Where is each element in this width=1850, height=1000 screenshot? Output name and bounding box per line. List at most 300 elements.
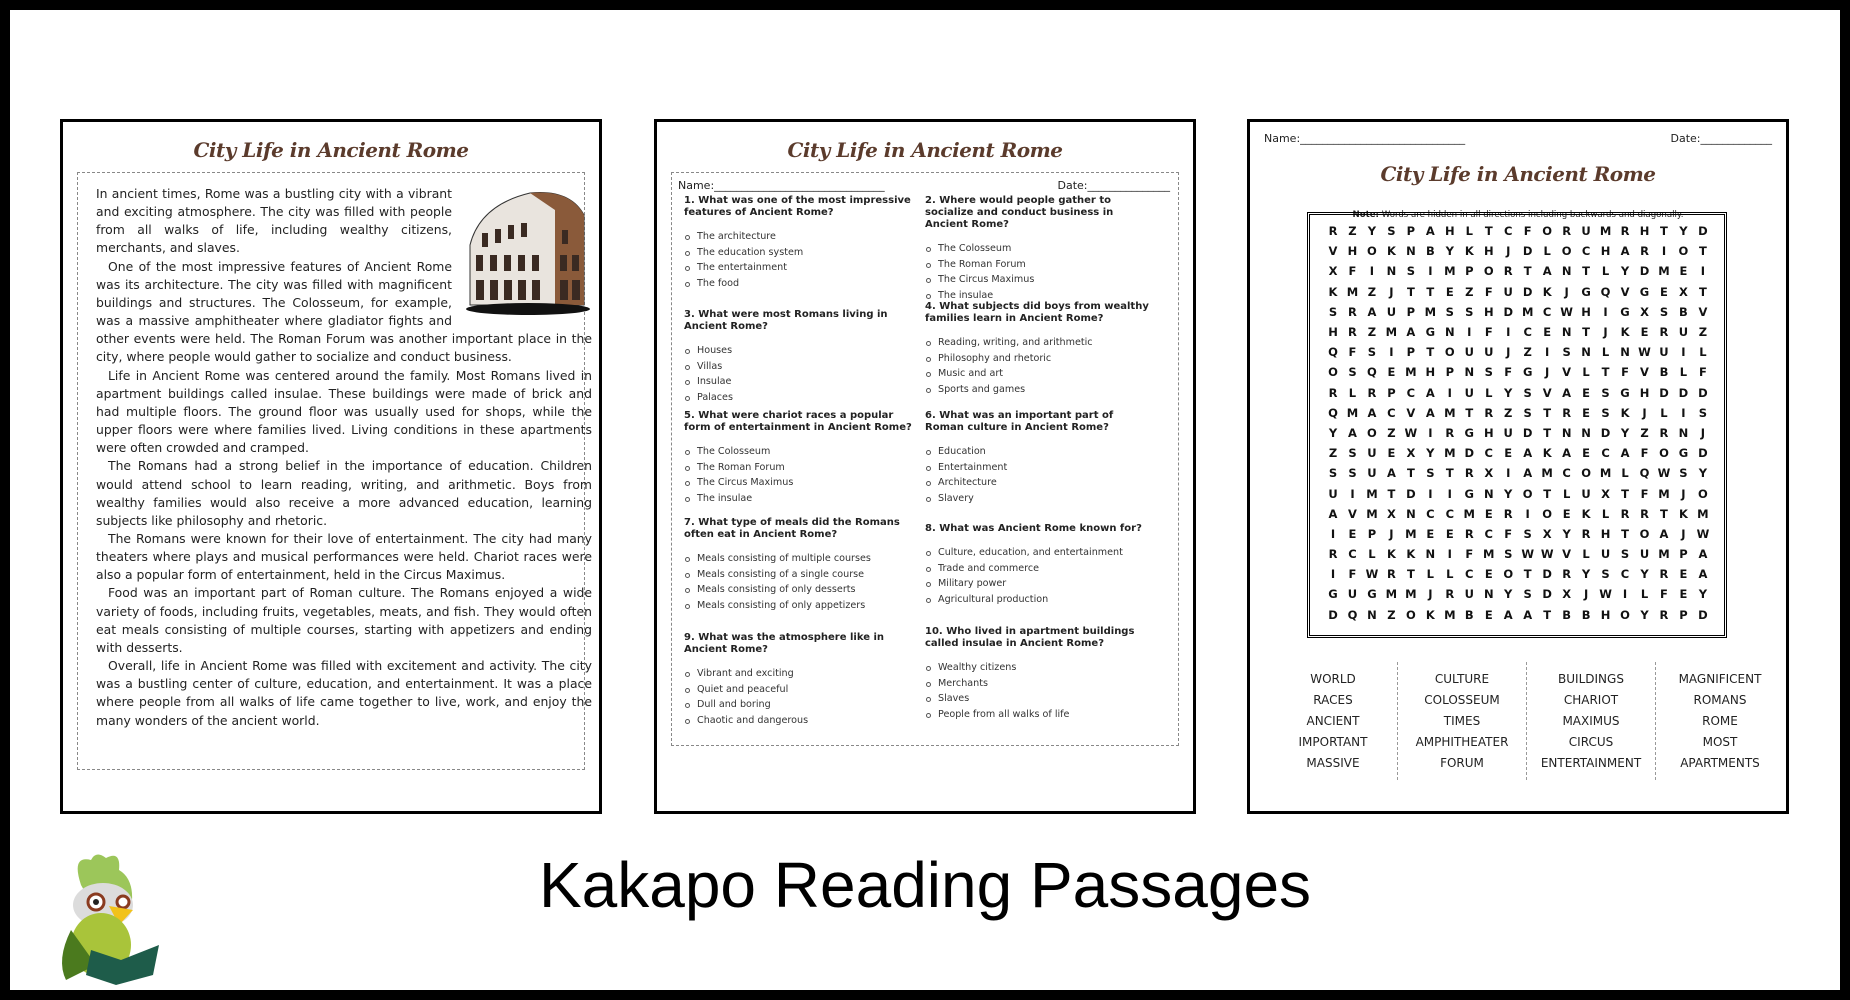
grid-letter[interactable]: E — [1582, 385, 1591, 400]
grid-letter[interactable]: Y — [1367, 224, 1377, 239]
grid-letter[interactable]: D — [1698, 607, 1708, 622]
grid-letter[interactable]: P — [1679, 607, 1688, 622]
answer-option[interactable]: The insulae — [925, 288, 1155, 304]
grid-letter[interactable]: X — [1542, 526, 1552, 541]
answer-option[interactable]: Meals consisting of only desserts — [684, 582, 914, 598]
grid-letter[interactable]: B — [1581, 607, 1591, 622]
grid-letter[interactable]: S — [1426, 466, 1435, 481]
grid-letter[interactable]: W — [1560, 304, 1573, 319]
grid-letter[interactable]: T — [1406, 284, 1415, 299]
grid-letter[interactable]: D — [1659, 385, 1669, 400]
grid-letter[interactable]: U — [1639, 547, 1650, 562]
grid-letter[interactable]: S — [1406, 264, 1416, 279]
grid-letter[interactable]: M — [1444, 446, 1456, 461]
grid-letter[interactable]: I — [1467, 325, 1472, 340]
grid-letter[interactable]: C — [1562, 466, 1571, 481]
grid-letter[interactable]: E — [1484, 607, 1493, 622]
grid-letter[interactable]: Y — [1620, 264, 1630, 279]
grid-letter[interactable]: Q — [1328, 405, 1338, 420]
answer-option[interactable]: Houses — [684, 343, 914, 359]
grid-letter[interactable]: X — [1679, 284, 1688, 299]
grid-letter[interactable]: T — [1660, 224, 1668, 239]
grid-letter[interactable]: S — [1523, 587, 1532, 602]
grid-letter[interactable]: R — [1328, 385, 1338, 400]
grid-letter[interactable]: A — [1386, 466, 1396, 481]
grid-letter[interactable]: O — [1581, 466, 1591, 481]
answer-option[interactable]: Chaotic and dangerous — [684, 713, 914, 729]
answer-option[interactable]: Military power — [925, 576, 1155, 592]
grid-letter[interactable]: L — [1582, 365, 1590, 380]
grid-letter[interactable]: N — [1367, 607, 1377, 622]
grid-letter[interactable]: S — [1601, 567, 1610, 582]
grid-letter[interactable]: M — [1463, 506, 1475, 521]
grid-letter[interactable]: J — [1583, 587, 1589, 602]
grid-letter[interactable]: C — [1581, 244, 1591, 259]
grid-letter[interactable]: G — [1581, 284, 1591, 299]
grid-letter[interactable]: V — [1562, 547, 1572, 562]
grid-letter[interactable]: I — [1330, 567, 1336, 582]
grid-letter[interactable]: L — [1562, 486, 1571, 501]
grid-letter[interactable]: K — [1328, 284, 1338, 299]
grid-letter[interactable]: U — [1581, 486, 1591, 501]
grid-letter[interactable]: A — [1367, 304, 1377, 319]
grid-letter[interactable]: X — [1484, 466, 1494, 481]
grid-letter[interactable]: J — [1428, 587, 1433, 602]
grid-letter[interactable]: O — [1620, 607, 1630, 622]
grid-letter[interactable]: S — [1523, 405, 1532, 420]
grid-letter[interactable]: L — [1446, 567, 1454, 582]
grid-letter[interactable]: E — [1484, 567, 1493, 582]
grid-letter[interactable]: S — [1367, 345, 1377, 360]
grid-letter[interactable]: L — [1368, 547, 1376, 562]
grid-letter[interactable]: P — [1445, 365, 1455, 380]
grid-letter[interactable]: I — [1661, 244, 1667, 259]
grid-letter[interactable]: E — [1582, 405, 1591, 420]
answer-option[interactable]: Philosophy and rhetoric — [925, 351, 1155, 367]
grid-letter[interactable]: C — [1348, 547, 1357, 562]
grid-letter[interactable]: L — [1348, 385, 1357, 400]
grid-letter[interactable]: W — [1657, 466, 1671, 481]
grid-letter[interactable]: T — [1445, 466, 1454, 481]
grid-letter[interactable]: E — [1504, 446, 1513, 461]
grid-letter[interactable]: Z — [1640, 425, 1649, 440]
grid-letter[interactable]: F — [1465, 547, 1474, 562]
grid-letter[interactable]: O — [1405, 607, 1416, 622]
grid-letter[interactable]: I — [1545, 345, 1550, 360]
grid-letter[interactable]: P — [1406, 224, 1416, 239]
grid-letter[interactable]: J — [1506, 345, 1511, 360]
grid-letter[interactable]: K — [1620, 325, 1630, 340]
grid-letter[interactable]: T — [1426, 345, 1435, 360]
grid-letter[interactable]: E — [1679, 587, 1688, 602]
grid-letter[interactable]: U — [1386, 304, 1397, 319]
grid-letter[interactable]: W — [1638, 345, 1651, 360]
answer-option[interactable]: Entertainment — [925, 460, 1155, 476]
grid-letter[interactable]: N — [1581, 345, 1591, 360]
grid-letter[interactable]: O — [1698, 486, 1708, 501]
grid-letter[interactable]: V — [1640, 365, 1649, 380]
answer-option[interactable]: Wealthy citizens — [925, 660, 1155, 676]
answer-option[interactable]: The Colosseum — [925, 241, 1155, 257]
grid-letter[interactable]: Q — [1600, 284, 1611, 299]
grid-letter[interactable]: V — [1328, 244, 1338, 259]
grid-letter[interactable]: G — [1464, 486, 1474, 501]
answer-option[interactable]: The insulae — [684, 491, 914, 507]
grid-letter[interactable]: D — [1522, 244, 1533, 259]
answer-option[interactable]: Villas — [684, 359, 914, 375]
answer-option[interactable]: Agricultural production — [925, 592, 1155, 608]
grid-letter[interactable]: T — [1543, 425, 1552, 440]
grid-letter[interactable]: U — [1503, 425, 1513, 440]
grid-letter[interactable]: R — [1348, 325, 1357, 340]
grid-letter[interactable]: F — [1640, 446, 1649, 461]
grid-letter[interactable]: I — [1622, 587, 1628, 602]
grid-letter[interactable]: N — [1620, 345, 1630, 360]
grid-letter[interactable]: M — [1444, 607, 1456, 622]
grid-letter[interactable]: I — [1330, 526, 1336, 541]
grid-letter[interactable]: V — [1348, 506, 1357, 521]
grid-letter[interactable]: Y — [1426, 446, 1435, 461]
grid-letter[interactable]: A — [1523, 607, 1533, 622]
grid-letter[interactable]: W — [1365, 567, 1379, 582]
grid-letter[interactable]: V — [1406, 405, 1416, 420]
grid-letter[interactable]: T — [1543, 486, 1552, 501]
grid-letter[interactable]: J — [1545, 365, 1550, 380]
grid-letter[interactable]: M — [1346, 284, 1359, 299]
grid-letter[interactable]: U — [1678, 325, 1689, 340]
grid-letter[interactable]: M — [1366, 486, 1378, 501]
grid-letter[interactable]: R — [1562, 567, 1572, 582]
grid-letter[interactable]: R — [1503, 506, 1513, 521]
grid-letter[interactable]: D — [1406, 486, 1416, 501]
grid-letter[interactable]: T — [1660, 506, 1668, 521]
grid-letter[interactable]: I — [1506, 325, 1511, 340]
grid-letter[interactable]: D — [1600, 425, 1611, 440]
grid-letter[interactable]: M — [1697, 506, 1709, 521]
grid-letter[interactable]: E — [1484, 506, 1493, 521]
answer-option[interactable]: Meals consisting of only appetizers — [684, 598, 914, 614]
answer-option[interactable]: The Circus Maximus — [925, 272, 1155, 288]
answer-option[interactable]: Music and art — [925, 366, 1155, 382]
grid-letter[interactable]: B — [1562, 607, 1571, 622]
grid-letter[interactable]: A — [1659, 526, 1669, 541]
grid-letter[interactable]: F — [1640, 486, 1649, 501]
grid-letter[interactable]: S — [1659, 304, 1669, 319]
grid-letter[interactable]: Y — [1445, 244, 1454, 259]
grid-letter[interactable]: G — [1367, 587, 1377, 602]
grid-letter[interactable]: U — [1659, 345, 1669, 360]
answer-option[interactable]: Palaces — [684, 390, 914, 406]
grid-letter[interactable]: E — [1445, 526, 1454, 541]
grid-letter[interactable]: G — [1425, 325, 1436, 340]
grid-letter[interactable]: Y — [1698, 587, 1708, 602]
grid-letter[interactable]: J — [1564, 284, 1569, 299]
grid-letter[interactable]: M — [1599, 224, 1612, 239]
grid-letter[interactable]: P — [1387, 385, 1396, 400]
grid-letter[interactable]: K — [1386, 547, 1396, 562]
grid-letter[interactable]: L — [1543, 244, 1551, 259]
grid-letter[interactable]: A — [1562, 385, 1572, 400]
grid-letter[interactable]: O — [1503, 567, 1514, 582]
grid-letter[interactable]: L — [1640, 587, 1649, 602]
grid-letter[interactable]: M — [1366, 506, 1378, 521]
grid-letter[interactable]: S — [1465, 304, 1474, 319]
grid-letter[interactable]: U — [1600, 547, 1611, 562]
grid-letter[interactable]: I — [1369, 264, 1375, 279]
grid-letter[interactable]: N — [1386, 264, 1397, 279]
grid-letter[interactable]: U — [1484, 345, 1494, 360]
grid-letter[interactable]: I — [1700, 264, 1706, 279]
grid-letter[interactable]: J — [1681, 526, 1686, 541]
grid-letter[interactable]: Q — [1639, 466, 1650, 481]
answer-option[interactable]: The food — [684, 276, 914, 292]
grid-letter[interactable]: Z — [1698, 325, 1708, 340]
grid-letter[interactable]: H — [1483, 244, 1494, 259]
grid-letter[interactable]: L — [1699, 345, 1707, 360]
grid-letter[interactable]: C — [1601, 446, 1610, 461]
grid-letter[interactable]: D — [1464, 446, 1475, 461]
grid-letter[interactable]: Z — [1387, 425, 1396, 440]
grid-letter[interactable]: W — [1521, 547, 1535, 562]
grid-letter[interactable]: H — [1328, 325, 1338, 340]
grid-letter[interactable]: G — [1639, 284, 1650, 299]
grid-letter[interactable]: U — [1367, 466, 1377, 481]
answer-option[interactable]: Culture, education, and entertainment — [925, 545, 1155, 561]
grid-letter[interactable]: O — [1367, 244, 1377, 259]
answer-option[interactable]: The Roman Forum — [925, 257, 1155, 273]
date-field[interactable]: Date:_______________ — [1057, 179, 1170, 192]
grid-letter[interactable]: E — [1562, 506, 1571, 521]
grid-letter[interactable]: T — [1484, 224, 1493, 239]
grid-letter[interactable]: S — [1348, 365, 1357, 380]
grid-letter[interactable]: A — [1620, 446, 1630, 461]
grid-letter[interactable]: H — [1483, 304, 1494, 319]
grid-letter[interactable]: I — [1681, 405, 1686, 420]
grid-letter[interactable]: W — [1540, 547, 1554, 562]
grid-letter[interactable]: A — [1620, 244, 1630, 259]
grid-letter[interactable]: I — [1525, 506, 1530, 521]
grid-letter[interactable]: D — [1639, 264, 1650, 279]
grid-letter[interactable]: N — [1678, 425, 1689, 440]
grid-letter[interactable]: N — [1581, 425, 1591, 440]
grid-letter[interactable]: A — [1542, 264, 1552, 279]
grid-letter[interactable]: Z — [1328, 446, 1338, 461]
answer-option[interactable]: The Roman Forum — [684, 460, 914, 476]
grid-letter[interactable]: X — [1406, 446, 1416, 461]
grid-letter[interactable]: R — [1503, 264, 1513, 279]
grid-letter[interactable]: J — [1389, 284, 1394, 299]
grid-letter[interactable]: V — [1542, 385, 1552, 400]
grid-letter[interactable]: T — [1601, 365, 1610, 380]
grid-letter[interactable]: M — [1541, 466, 1553, 481]
grid-letter[interactable]: W — [1696, 526, 1710, 541]
grid-letter[interactable]: I — [1447, 547, 1452, 562]
grid-letter[interactable]: I — [1603, 304, 1608, 319]
answer-option[interactable]: Quiet and peaceful — [684, 682, 914, 698]
grid-letter[interactable]: F — [1504, 365, 1513, 380]
grid-letter[interactable]: F — [1484, 325, 1493, 340]
answer-option[interactable]: Meals consisting of multiple courses — [684, 551, 914, 567]
name-field[interactable]: Name:_______________________________ — [678, 179, 885, 192]
grid-letter[interactable]: R — [1640, 506, 1649, 521]
grid-letter[interactable]: A — [1698, 547, 1708, 562]
grid-letter[interactable]: F — [1523, 224, 1532, 239]
grid-letter[interactable]: M — [1483, 547, 1495, 562]
grid-letter[interactable]: R — [1328, 224, 1338, 239]
grid-letter[interactable]: D — [1328, 607, 1338, 622]
grid-letter[interactable]: T — [1465, 405, 1474, 420]
grid-letter[interactable]: H — [1581, 304, 1591, 319]
grid-letter[interactable]: D — [1542, 587, 1552, 602]
grid-letter[interactable]: Z — [1367, 325, 1377, 340]
grid-letter[interactable]: F — [1348, 264, 1357, 279]
grid-letter[interactable]: O — [1328, 365, 1338, 380]
grid-letter[interactable]: M — [1444, 264, 1456, 279]
grid-letter[interactable]: T — [1523, 567, 1532, 582]
grid-letter[interactable]: P — [1679, 547, 1688, 562]
grid-letter[interactable]: N — [1464, 365, 1475, 380]
answer-option[interactable]: Architecture — [925, 475, 1155, 491]
grid-letter[interactable]: J — [1389, 526, 1394, 541]
grid-letter[interactable]: Z — [1367, 284, 1377, 299]
grid-letter[interactable]: C — [1426, 506, 1435, 521]
grid-letter[interactable]: L — [1660, 405, 1668, 420]
grid-letter[interactable]: R — [1445, 425, 1455, 440]
grid-letter[interactable]: L — [1601, 264, 1610, 279]
answer-option[interactable]: Trade and commerce — [925, 561, 1155, 577]
grid-letter[interactable]: M — [1405, 526, 1417, 541]
grid-letter[interactable]: K — [1406, 547, 1416, 562]
grid-letter[interactable]: J — [1506, 244, 1511, 259]
grid-letter[interactable]: L — [1621, 466, 1629, 481]
grid-letter[interactable]: U — [1503, 284, 1513, 299]
grid-letter[interactable]: E — [1348, 526, 1357, 541]
grid-letter[interactable]: A — [1698, 567, 1708, 582]
grid-letter[interactable]: R — [1445, 587, 1455, 602]
grid-letter[interactable]: L — [1426, 567, 1434, 582]
grid-letter[interactable]: C — [1484, 446, 1493, 461]
grid-letter[interactable]: E — [1387, 365, 1396, 380]
grid-letter[interactable]: R — [1581, 526, 1591, 541]
grid-letter[interactable]: S — [1523, 526, 1532, 541]
grid-letter[interactable]: S — [1484, 365, 1493, 380]
grid-letter[interactable]: F — [1348, 345, 1357, 360]
grid-letter[interactable]: S — [1348, 446, 1357, 461]
grid-letter[interactable]: D — [1522, 284, 1533, 299]
grid-letter[interactable]: O — [1561, 244, 1572, 259]
grid-letter[interactable]: R — [1640, 244, 1649, 259]
grid-letter[interactable]: R — [1464, 526, 1474, 541]
grid-letter[interactable]: D — [1522, 425, 1533, 440]
grid-letter[interactable]: R — [1562, 405, 1572, 420]
grid-letter[interactable]: H — [1600, 607, 1611, 622]
grid-letter[interactable]: I — [1447, 385, 1452, 400]
grid-letter[interactable]: J — [1603, 325, 1608, 340]
grid-letter[interactable]: H — [1483, 425, 1494, 440]
grid-letter[interactable]: Y — [1581, 567, 1591, 582]
grid-letter[interactable]: T — [1426, 284, 1435, 299]
grid-letter[interactable]: O — [1542, 224, 1553, 239]
grid-letter[interactable]: C — [1542, 304, 1552, 319]
grid-letter[interactable]: K — [1425, 607, 1435, 622]
grid-letter[interactable]: H — [1425, 365, 1436, 380]
answer-option[interactable]: Slavery — [925, 491, 1155, 507]
grid-letter[interactable]: D — [1698, 385, 1708, 400]
grid-letter[interactable]: A — [1348, 425, 1357, 440]
grid-letter[interactable]: K — [1620, 405, 1630, 420]
grid-letter[interactable]: U — [1347, 587, 1358, 602]
grid-letter[interactable]: T — [1523, 264, 1532, 279]
grid-letter[interactable]: V — [1562, 365, 1572, 380]
grid-letter[interactable]: Z — [1465, 284, 1474, 299]
grid-letter[interactable]: X — [1386, 506, 1396, 521]
grid-letter[interactable]: X — [1328, 264, 1338, 279]
grid-letter[interactable]: F — [1348, 567, 1357, 582]
grid-letter[interactable]: O — [1367, 425, 1377, 440]
grid-letter[interactable]: K — [1386, 244, 1396, 259]
grid-letter[interactable]: E — [1679, 567, 1688, 582]
answer-option[interactable]: People from all walks of life — [925, 707, 1155, 723]
answer-option[interactable]: Slaves — [925, 691, 1155, 707]
grid-letter[interactable]: T — [1698, 284, 1707, 299]
answer-option[interactable]: The Circus Maximus — [684, 475, 914, 491]
grid-letter[interactable]: I — [1681, 345, 1686, 360]
grid-letter[interactable]: R — [1659, 567, 1669, 582]
grid-letter[interactable]: F — [1621, 365, 1629, 380]
grid-letter[interactable]: P — [1406, 345, 1416, 360]
grid-letter[interactable]: H — [1600, 244, 1611, 259]
grid-letter[interactable]: W — [1404, 425, 1418, 440]
grid-letter[interactable]: I — [1428, 486, 1433, 501]
grid-letter[interactable]: K — [1542, 446, 1552, 461]
grid-letter[interactable]: N — [1561, 425, 1572, 440]
grid-letter[interactable]: E — [1660, 284, 1668, 299]
grid-letter[interactable]: Y — [1504, 486, 1513, 501]
grid-letter[interactable]: X — [1601, 486, 1610, 501]
grid-letter[interactable]: R — [1620, 224, 1630, 239]
grid-letter[interactable]: P — [1465, 264, 1474, 279]
grid-letter[interactable]: C — [1620, 567, 1630, 582]
grid-letter[interactable]: X — [1640, 304, 1649, 319]
grid-letter[interactable]: U — [1328, 486, 1338, 501]
grid-letter[interactable]: S — [1328, 466, 1338, 481]
grid-letter[interactable]: M — [1385, 325, 1398, 340]
grid-letter[interactable]: A — [1523, 466, 1533, 481]
grid-letter[interactable]: O — [1678, 244, 1689, 259]
grid-letter[interactable]: L — [1601, 506, 1610, 521]
grid-letter[interactable]: G — [1620, 304, 1630, 319]
grid-letter[interactable]: M — [1385, 587, 1398, 602]
grid-letter[interactable]: O — [1659, 446, 1669, 461]
grid-letter[interactable]: O — [1522, 486, 1533, 501]
grid-letter[interactable]: R — [1659, 607, 1669, 622]
grid-letter[interactable]: A — [1406, 325, 1416, 340]
grid-letter[interactable]: F — [1698, 365, 1707, 380]
grid-letter[interactable]: Y — [1328, 425, 1338, 440]
grid-letter[interactable]: A — [1503, 607, 1513, 622]
grid-letter[interactable]: M — [1444, 405, 1456, 420]
grid-letter[interactable]: G — [1620, 385, 1630, 400]
answer-option[interactable]: Merchants — [925, 676, 1155, 692]
grid-letter[interactable]: S — [1504, 547, 1513, 562]
grid-letter[interactable]: M — [1658, 547, 1670, 562]
grid-letter[interactable]: C — [1445, 506, 1455, 521]
grid-letter[interactable]: F — [1484, 284, 1493, 299]
grid-letter[interactable]: R — [1367, 385, 1377, 400]
grid-letter[interactable]: U — [1367, 446, 1377, 461]
answer-option[interactable]: Dull and boring — [684, 697, 914, 713]
grid-letter[interactable]: D — [1503, 304, 1513, 319]
